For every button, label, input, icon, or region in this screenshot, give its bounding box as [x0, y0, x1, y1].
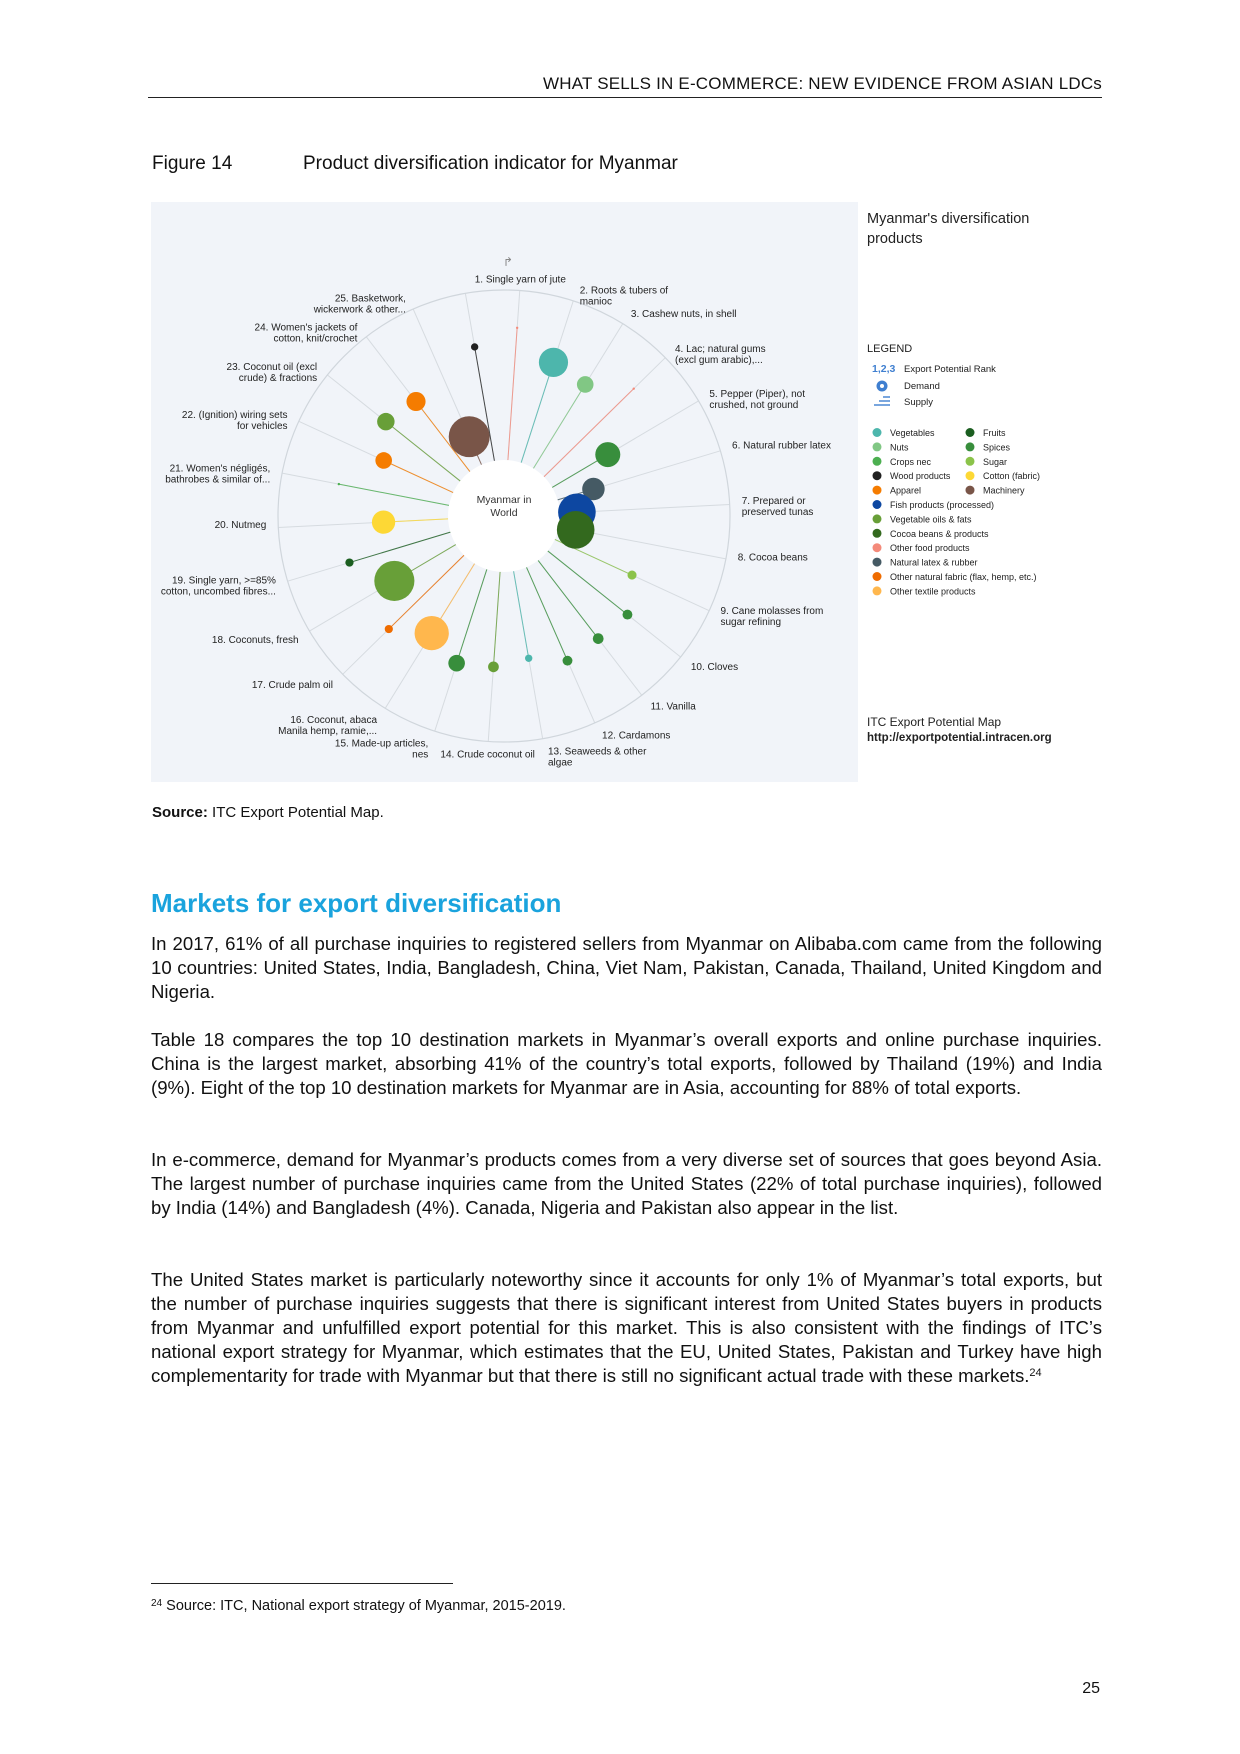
- product-label-line: 9. Cane molasses from: [720, 606, 824, 618]
- product-label: [651, 702, 697, 713]
- product-label-line: 20. Nutmeg: [214, 519, 267, 531]
- source-text: ITC Export Potential Map.: [212, 804, 384, 821]
- legend-label: Machinery: [983, 485, 1025, 496]
- product-bubble[interactable]: [415, 616, 449, 650]
- product-label-line: 25. Basketwork,: [334, 293, 406, 305]
- product-bubble[interactable]: [372, 510, 395, 533]
- rank-key-label: Export Potential Rank: [904, 364, 996, 375]
- paragraph-2: Table 18 compares the top 10 destination markets in Myanmar’s overall exports and online purchase inquiries. China is the largest market, absorbing 41% of the country’s total exports, followed by Thailand (19%) and India (9%). Eight of the top 10 destination markets for Myanmar are in Asia, accounting for 88% of total exports.: [151, 1029, 1102, 1098]
- product-label: [475, 275, 567, 286]
- product-label-line: 13. Seaweeds & other: [548, 746, 647, 758]
- product-label-line: algae: [548, 757, 573, 769]
- product-label: [602, 730, 670, 741]
- product-label-line: wickerwork & other...: [313, 304, 406, 316]
- product-label-line: 5. Pepper (Piper), not: [709, 388, 805, 400]
- product-label: [161, 576, 276, 598]
- legend-label: Nuts: [890, 442, 909, 453]
- footnote-text: Source: ITC, National export strategy of Myanmar, 2015-2019.: [166, 1598, 566, 1614]
- center-label-line2: World: [490, 507, 518, 519]
- legend-swatch: [966, 486, 975, 495]
- reset-arrow-icon[interactable]: ↱: [503, 255, 514, 269]
- product-bubble[interactable]: [628, 571, 637, 580]
- itc-source-url[interactable]: http://exportpotential.intracen.org: [867, 732, 1052, 744]
- radial-chart: [151, 202, 862, 782]
- product-label-line: crude) & fractions: [238, 372, 318, 384]
- center-label-line1: Myanmar in: [476, 494, 532, 506]
- demand-icon: [877, 381, 888, 392]
- product-bubble[interactable]: [385, 625, 393, 633]
- product-bubble[interactable]: [488, 661, 499, 672]
- product-bubble[interactable]: [345, 558, 353, 566]
- panel-title-line1: Myanmar's diversification: [867, 211, 1030, 227]
- legend-swatch: [873, 572, 882, 581]
- panel-title-line2: products: [867, 231, 923, 247]
- legend-label: Wood products: [890, 471, 951, 482]
- legend-swatch: [873, 442, 882, 451]
- legend-swatch: [873, 471, 882, 480]
- product-label-line: 15. Made-up articles,: [334, 738, 429, 750]
- section-heading: Markets for export diversification: [151, 888, 562, 918]
- product-label-line: Manila hemp, ramie,...: [278, 726, 378, 738]
- product-bubble[interactable]: [525, 655, 532, 662]
- legend-heading: LEGEND: [867, 343, 913, 355]
- product-bubble[interactable]: [471, 343, 478, 350]
- source-label: Source:: [152, 804, 208, 821]
- product-label-line: for vehicles: [236, 420, 288, 432]
- footnote-reference[interactable]: 24: [1029, 1367, 1042, 1379]
- legend-swatch: [966, 442, 975, 451]
- legend-swatch: [873, 543, 882, 552]
- product-bubble[interactable]: [557, 511, 595, 549]
- product-label: [440, 749, 535, 760]
- product-label-line: 6. Natural rubber latex: [732, 440, 832, 452]
- product-bubble[interactable]: [623, 610, 633, 620]
- product-label: [278, 715, 377, 737]
- product-label-line: 12. Cardamons: [602, 730, 671, 742]
- legend-swatch: [873, 457, 882, 466]
- legend-label: Natural latex & rubber: [890, 557, 978, 568]
- product-bubble[interactable]: [375, 452, 392, 469]
- product-bubble[interactable]: [595, 442, 620, 467]
- product-label-line: crushed, not ground: [709, 399, 799, 411]
- paragraph-1: In 2017, 61% of all purchase inquiries to registered sellers from Myanmar on Alibaba.com came from the following 10 countries: United States, India, Bangladesh, China, Viet Nam, Pakistan, Canada, Thailand, United Kingdom and Nigeria.: [151, 933, 1102, 1002]
- product-label-line: 3. Cashew nuts, in shell: [630, 308, 737, 320]
- legend-swatch: [966, 428, 975, 437]
- product-label-line: 4. Lac; natural gums: [675, 344, 766, 356]
- product-label-line: 8. Cocoa beans: [737, 552, 808, 564]
- legend-swatch: [966, 471, 975, 480]
- product-bubble[interactable]: [377, 413, 394, 430]
- legend-swatch: [873, 500, 882, 509]
- product-bubble[interactable]: [406, 392, 425, 411]
- legend-label: Other textile products: [890, 586, 976, 597]
- product-label: [252, 680, 333, 691]
- product-label: [738, 552, 808, 563]
- product-bubble[interactable]: [338, 483, 340, 485]
- legend-label: Sugar: [983, 456, 1008, 467]
- figure-label: Figure 14: [152, 153, 233, 174]
- legend-label: Fish products (processed): [890, 500, 995, 510]
- product-label-line: 19. Single yarn, >=85%: [171, 575, 276, 587]
- product-label: [165, 464, 270, 486]
- product-bubble[interactable]: [577, 376, 594, 393]
- footnote-rule: [151, 1583, 453, 1584]
- product-label-line: nes: [412, 749, 429, 761]
- legend-label: Vegetables: [890, 428, 935, 438]
- legend-swatch: [873, 529, 882, 538]
- legend-label: Other natural fabric (flax, hemp, etc.): [890, 572, 1037, 582]
- product-label-line: 14. Crude coconut oil: [440, 749, 535, 761]
- supply-icon: [874, 397, 890, 405]
- paragraph-4: [151, 1268, 1102, 1388]
- legend-swatch: [873, 586, 882, 595]
- legend-label: Fruits: [983, 428, 1006, 438]
- figure-title: Product diversification indicator for Myanmar: [303, 153, 678, 174]
- product-label-line: 2. Roots & tubers of: [579, 285, 669, 297]
- product-label: [215, 520, 267, 531]
- product-bubble[interactable]: [449, 416, 490, 457]
- product-label-line: bathrobes & similar of...: [165, 474, 271, 486]
- legend-label: Crops nec: [890, 456, 932, 467]
- product-label: [691, 662, 738, 673]
- product-label-line: manioc: [579, 296, 612, 308]
- product-bubble[interactable]: [516, 327, 518, 329]
- product-label: [631, 309, 737, 320]
- product-bubble[interactable]: [563, 656, 573, 666]
- footnote: [151, 1598, 566, 1614]
- product-label-line: 17. Crude palm oil: [251, 679, 333, 691]
- product-label: [212, 635, 299, 646]
- legend-swatch: [873, 558, 882, 567]
- product-label-line: 7. Prepared or: [741, 496, 806, 508]
- legend-label: Vegetable oils & fats: [890, 514, 972, 525]
- legend-panel: [862, 206, 1102, 744]
- demand-key-label: Demand: [904, 381, 940, 392]
- product-label-line: 24. Women's jackets of: [254, 322, 358, 334]
- legend-label: Spices: [983, 442, 1011, 453]
- product-bubble[interactable]: [374, 561, 414, 601]
- legend-swatch: [873, 514, 882, 523]
- product-label: [675, 344, 766, 366]
- product-label-line: cotton, uncombed fibres...: [160, 586, 276, 598]
- supply-key-label: Supply: [904, 397, 934, 408]
- product-label-line: cotton, knit/crochet: [273, 333, 358, 345]
- product-label-line: 16. Coconut, abaca: [290, 715, 378, 727]
- running-header: WHAT SELLS IN E-COMMERCE: NEW EVIDENCE FROM ASIAN LDCs: [543, 74, 1102, 93]
- rank-key-symbol: 1,2,3: [872, 363, 896, 375]
- product-bubble[interactable]: [448, 655, 465, 672]
- product-label: [742, 496, 814, 518]
- product-label: [709, 389, 805, 411]
- product-label-line: 22. (Ignition) wiring sets: [181, 409, 288, 421]
- legend-swatch: [966, 457, 975, 466]
- paragraph-3: In e-commerce, demand for Myanmar’s products comes from a very diverse set of sources that goes beyond Asia. The largest number of purchase inquiries came from the United States (22% of total purchase inquiries), followed by India (14%) and Bangladesh (4%). Canada, Nigeria and Pakistan also appear in the list.: [151, 1149, 1102, 1218]
- product-label-line: 23. Coconut oil (excl: [226, 361, 318, 373]
- footnote-number: 24: [151, 1598, 163, 1609]
- paragraph-4-text: The United States market is particularly noteworthy since it accounts for only 1% of Myanmar’s total exports, but the number of purchase inquiries suggests that there is significant interest from United States buyers in products from Myanmar and unfulfilled export potential for this market. This is also consistent with the findings of ITC’s national export strategy for Myanmar, which estimates that the EU, United States, Pakistan and Turkey have high complementarity for trade with Myanmar but that there is still no significant actual trade with these markets.: [151, 1269, 1102, 1386]
- product-label-line: sugar refining: [720, 617, 782, 629]
- product-label-line: preserved tunas: [741, 507, 814, 519]
- legend-swatch: [873, 428, 882, 437]
- product-label-line: 10. Cloves: [690, 662, 739, 674]
- diversification-figure: [151, 202, 862, 782]
- product-label-line: 18. Coconuts, fresh: [211, 635, 299, 647]
- product-bubble[interactable]: [539, 348, 568, 377]
- legend-label: Cocoa beans & products: [890, 528, 989, 539]
- product-label-line: 1. Single yarn of jute: [474, 274, 566, 286]
- product-label-line: 11. Vanilla: [650, 701, 696, 713]
- product-label-line: 21. Women's négligés,: [169, 463, 271, 475]
- product-label: [227, 362, 318, 384]
- product-label: [732, 440, 831, 451]
- legend-label: Other food products: [890, 543, 970, 554]
- itc-source-name: ITC Export Potential Map: [867, 715, 1002, 729]
- product-bubble[interactable]: [593, 633, 604, 644]
- legend-label: Cotton (fabric): [983, 471, 1041, 482]
- legend-swatch: [873, 486, 882, 495]
- header-rule: [148, 97, 1102, 98]
- figure-source: [152, 804, 384, 821]
- product-label-line: (excl gum arabic),...: [675, 355, 763, 367]
- legend-label: Apparel: [890, 485, 922, 496]
- product-bubble[interactable]: [633, 387, 635, 389]
- page-number: 25: [1082, 1680, 1100, 1697]
